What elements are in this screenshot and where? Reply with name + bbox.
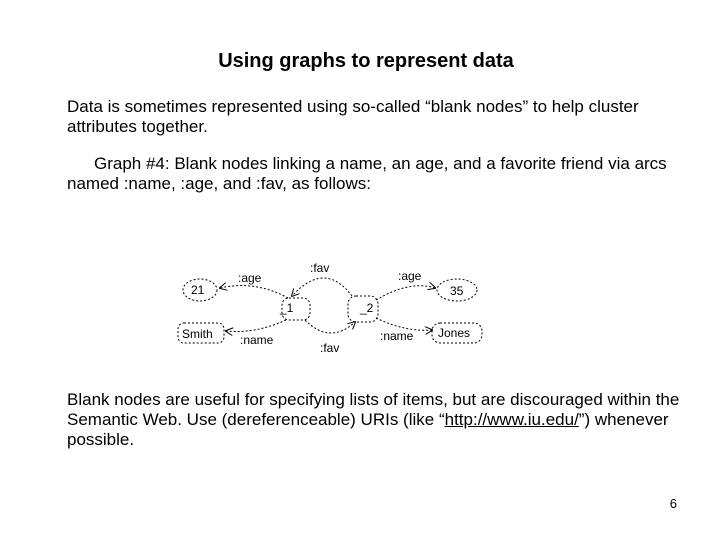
edge-name-left-label: :name	[240, 333, 274, 347]
page-number: 6	[669, 496, 677, 511]
paragraph-advice-text-before: Blank nodes are useful for specifying lists of items, but are discouraged within the Semantic Web. Use (dereferenceable) URIs (like “	[67, 390, 680, 429]
node-35-label: 35	[450, 284, 464, 298]
edge-name-left	[226, 320, 286, 332]
iu-url-link[interactable]: http://www.iu.edu/	[444, 410, 579, 429]
edge-fav-top	[292, 278, 352, 296]
paragraph-advice-text-after: ”) whenever possible.	[67, 410, 669, 449]
node-smith-label: Smith	[182, 327, 213, 341]
paragraph-graph-4	[67, 154, 687, 194]
edge-age-right-label: :age	[398, 269, 422, 283]
edge-name-right-label: :name	[380, 329, 414, 343]
edge-fav-bottom-label: :fav	[320, 341, 340, 355]
paragraph-blank-nodes-intro: Data is sometimes represented using so-called “blank nodes” to help cluster attributes together.	[67, 97, 639, 136]
edge-fav-bottom	[305, 320, 355, 333]
blank-node-graph	[170, 250, 490, 360]
node-21-label: 21	[191, 283, 205, 297]
edge-fav-top-label: :fav	[310, 261, 330, 275]
paragraph-blank-nodes-advice	[67, 390, 687, 450]
paragraph-graph-4-text: Graph #4: Blank nodes linking a name, an age, and a favorite friend via arcs named :name, :age, and :fav, as follows:	[67, 154, 667, 193]
edge-age-left	[220, 286, 288, 298]
node-jones-label: Jones	[438, 326, 471, 340]
edge-age-right	[376, 286, 435, 300]
node-blank-1-label: _1	[280, 301, 294, 315]
node-blank-2-label: _2	[360, 301, 374, 315]
slide-title: Using graphs to represent data	[218, 50, 514, 72]
edge-age-left-label: :age	[238, 271, 262, 285]
